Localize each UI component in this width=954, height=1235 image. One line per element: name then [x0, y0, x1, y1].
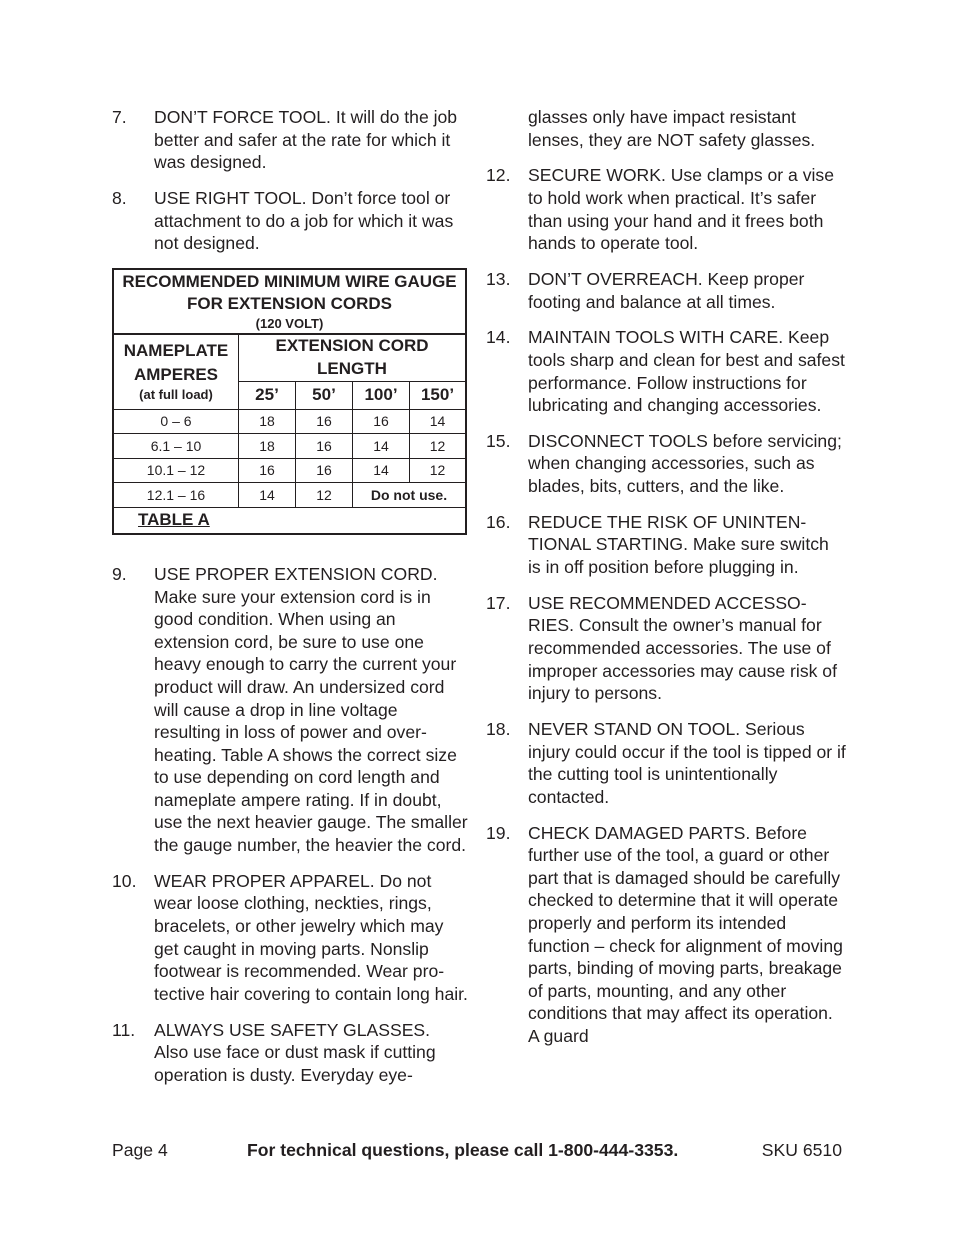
table-row: [113, 483, 466, 508]
item-text: MAINTAIN TOOLS WITH CARE. Keep tools sharp and clean for best and safest performance. Follow instructions for lubricating and changing accessories.: [528, 327, 845, 416]
item-text: USE RECOMMENDED ACCESSORIES. Consult the owner’s manual for recommended accessories. The use of improper accessories may cause risk of injury to persons.: [528, 592, 837, 704]
amps-cell: 10.1 – 12: [113, 458, 239, 483]
item-text: CHECK DAMAGED PARTS. Before further use of the tool, a guard or other part that is damaged should be carefully checked to determine that it will operate properly and perform its intended function – check for alignment of moving parts, binding of moving parts, breakage of parts, mounting, and any other conditions that may affect its operation. A guard: [528, 822, 843, 1046]
nameplate-header: NAMEPLATE AMPERES: [123, 341, 229, 384]
gauge-cell: 16: [296, 458, 353, 483]
item-number: 13.: [486, 268, 511, 289]
gauge-cell: 14: [353, 458, 410, 483]
gauge-cell: 12: [296, 483, 353, 508]
item-text: REDUCE THE RISK OF UNINTENTIONAL STARTING. Make sure switch is in off position before plugging in.: [528, 511, 829, 578]
gauge-cell: 14: [239, 483, 296, 508]
wire-gauge-table: [112, 268, 467, 535]
item-text: SECURE WORK. Use clamps or a vise to hold work when practical. It’s safer than using your hand and it frees both hands to operate tool.: [528, 165, 835, 254]
table-row: [113, 458, 466, 483]
item-number: 14.: [486, 327, 511, 348]
length-150-header: 150’: [410, 381, 467, 409]
item-number: 18.: [486, 718, 511, 739]
gauge-cell: 14: [410, 409, 467, 434]
list-item: [486, 430, 846, 498]
gauge-cell: 18: [239, 409, 296, 434]
amps-cell: 12.1 – 16: [113, 483, 239, 508]
item-text: DON’T FORCE TOOL. It will do the job better and safer at the rate for which it was designed.: [154, 107, 458, 173]
item-text: WEAR PROPER APPAREL. Do not wear loose clothing, neckties, rings, bracelets, or other jewelry which may get caught in moving parts. Nonslip footwear is recommended. Wear protective hair covering to contain long hair.: [154, 870, 468, 1004]
list-item: [112, 563, 468, 857]
table-row: [113, 409, 466, 434]
table-voltage: (120 VOLT): [255, 315, 324, 331]
item-text: DON’T OVERREACH. Keep proper footing and balance at all times.: [528, 268, 805, 312]
item-number: 8.: [112, 187, 127, 208]
length-100-header: 100’: [353, 381, 410, 409]
gauge-cell: 16: [296, 409, 353, 434]
item-text: USE RIGHT TOOL. Don’t force tool or attachment to do a job for which it was not designed.: [154, 187, 454, 254]
gauge-cell: 18: [239, 434, 296, 459]
nameplate-header-cell: [113, 334, 239, 410]
list-item: [486, 326, 846, 416]
list-item: [486, 164, 846, 254]
item-number: 12.: [486, 165, 511, 186]
gauge-cell: 12: [410, 458, 467, 483]
page-number: Page 4: [112, 1140, 168, 1160]
extension-length-header: EXTENSION CORD LENGTH: [239, 334, 467, 382]
list-item: [486, 592, 846, 705]
nameplate-subheader: (at full load): [139, 387, 213, 403]
list-item: [486, 511, 846, 579]
list-item: [486, 822, 846, 1048]
item-text: USE PROPER EXTENSION CORD. Make sure your extension cord is in good condition. When using an extension cord, be sure to use one heavy enough to carry the current your product will draw. An undersized cord will cause a drop in line voltage resulting in loss of power and overheating. Table A shows the correct size to use depending on cord length and nameplate ampere rating. If in doubt, use the next heavier gauge. The smaller the gauge number, the heavier the cord.: [154, 563, 468, 856]
item-number: 11.: [112, 1019, 136, 1040]
item-number: 7.: [112, 107, 127, 127]
item-text: ALWAYS USE SAFETY GLASSES. Also use face or dust mask if cutting operation is dusty. Everyday eye-: [154, 1019, 436, 1085]
left-column: [112, 106, 468, 1100]
right-column: [486, 106, 846, 1061]
list-item: [112, 1019, 468, 1087]
table-title: RECOMMENDED MINIMUM WIRE GAUGE FOR EXTENSION CORDS: [122, 271, 457, 314]
gauge-cell: 16: [296, 434, 353, 459]
item-number: 9.: [112, 563, 127, 584]
amps-cell: 6.1 – 10: [113, 434, 239, 459]
sku-number: SKU 6510: [761, 1140, 842, 1160]
gauge-cell: 14: [353, 434, 410, 459]
item-number: 19.: [486, 822, 511, 843]
gauge-cell: 12: [410, 434, 467, 459]
gauge-cell: 16: [239, 458, 296, 483]
list-item: [112, 106, 468, 174]
amps-cell: 0 – 6: [113, 409, 239, 434]
length-25-header: 25’: [239, 381, 296, 409]
list-item: [112, 870, 468, 1006]
item-number: 10.: [112, 870, 137, 891]
do-not-use-cell: Do not use.: [353, 483, 467, 508]
length-50-header: 50’: [296, 381, 353, 409]
list-item: [486, 718, 846, 808]
item-text: NEVER STAND ON TOOL. Serious injury could occur if the tool is tipped or if the cutting tool is unintentionally contacted.: [528, 718, 846, 807]
item-number: 17.: [486, 592, 511, 613]
support-phone-text: For technical questions, please call 1-800-444-3353.: [247, 1140, 679, 1160]
item-number: 16.: [486, 511, 511, 532]
continued-text: glasses only have impact resistant lenses, they are NOT safety glasses.: [528, 107, 816, 150]
list-item: [112, 187, 468, 255]
gauge-cell: 16: [353, 409, 410, 434]
table-row: [113, 434, 466, 459]
item-text: DISCONNECT TOOLS before servicing; when changing accessories, such as blades, bits, cutters, and the like.: [528, 430, 842, 497]
item-number: 15.: [486, 430, 511, 451]
list-item: [486, 268, 846, 313]
table-title-cell: [113, 269, 466, 334]
table-label: TABLE A: [113, 507, 466, 534]
